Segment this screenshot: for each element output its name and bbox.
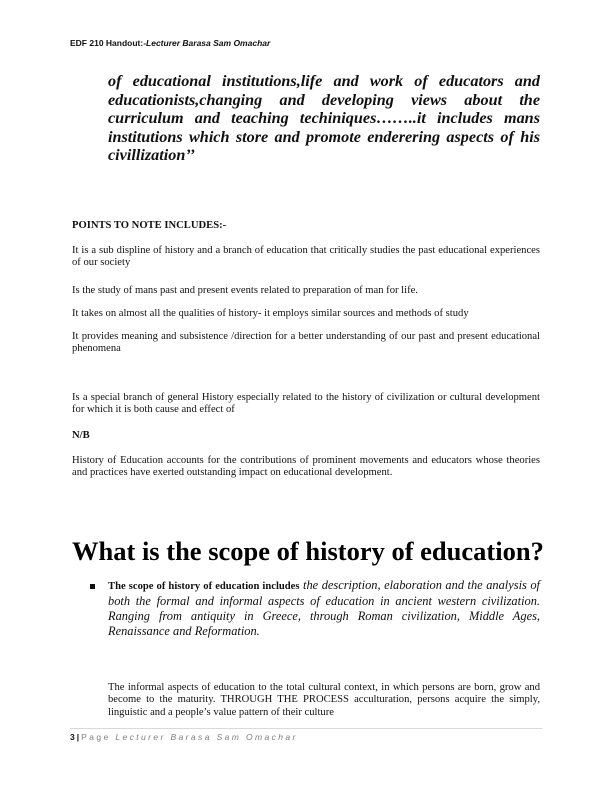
footer-divider — [70, 728, 542, 729]
header-course: EDF 210 Handout:- — [70, 38, 147, 48]
informal-aspects-paragraph: The informal aspects of education to the total cultural context, in which persons are born, grow and become to the maturity. THROUGH THE PROCESS acculturation, persons acquire the simply, linguistic and a people’s value pattern of their culture — [108, 682, 540, 718]
square-bullet-icon — [90, 584, 95, 589]
page-footer — [70, 732, 298, 742]
scope-bullet-rest: the description, elaboration and the analysis of both the formal and informal aspects of education in ancient western civilization. Ranging from antiquity in Greece, through Roman civilization, Middle Ages, Renaissance and Reformation. — [108, 578, 540, 638]
page-header — [70, 38, 270, 48]
point-item-4: It provides meaning and subsistence /direction for a better understanding of our past and present educational phenomena — [72, 331, 540, 355]
special-branch-paragraph: Is a special branch of general History especially related to the history of civilization or cultural development for which it is both cause and effect of — [72, 392, 540, 416]
scope-bullet-text — [108, 578, 540, 639]
point-item-2: Is the study of mans past and present events related to preparation of man for life. — [72, 285, 418, 296]
nb-paragraph: History of Education accounts for the contributions of prominent movements and educators whose theories and practices have exerted outstanding impact on educational development. — [72, 455, 540, 479]
point-item-1: It is a sub displine of history and a branch of education that critically studies the past educational experiences of our society — [72, 245, 540, 269]
footer-page-number: 3 — [70, 732, 75, 742]
scope-heading: What is the scope of history of education? — [72, 536, 544, 566]
footer-separator: | — [76, 732, 80, 742]
footer-author: Lecturer Barasa Sam Omachar — [115, 732, 298, 742]
point-item-3: It takes on almost all the qualities of history- it employs similar sources and methods of study — [72, 308, 469, 319]
header-author: Lecturer Barasa Sam Omachar — [146, 38, 271, 48]
footer-page-label: Page — [81, 732, 111, 742]
scope-bullet-lead: The scope of history of education includes — [108, 581, 300, 592]
quote-block: of educational institutions,life and work of educators and educationists,changing and developing views about the curriculum and teaching techiniques……..it includes mans institutions which store and promote enderering aspects of his civillization’’ — [108, 72, 540, 164]
points-title: POINTS TO NOTE INCLUDES:- — [72, 220, 227, 231]
nb-label: N/B — [72, 430, 90, 441]
